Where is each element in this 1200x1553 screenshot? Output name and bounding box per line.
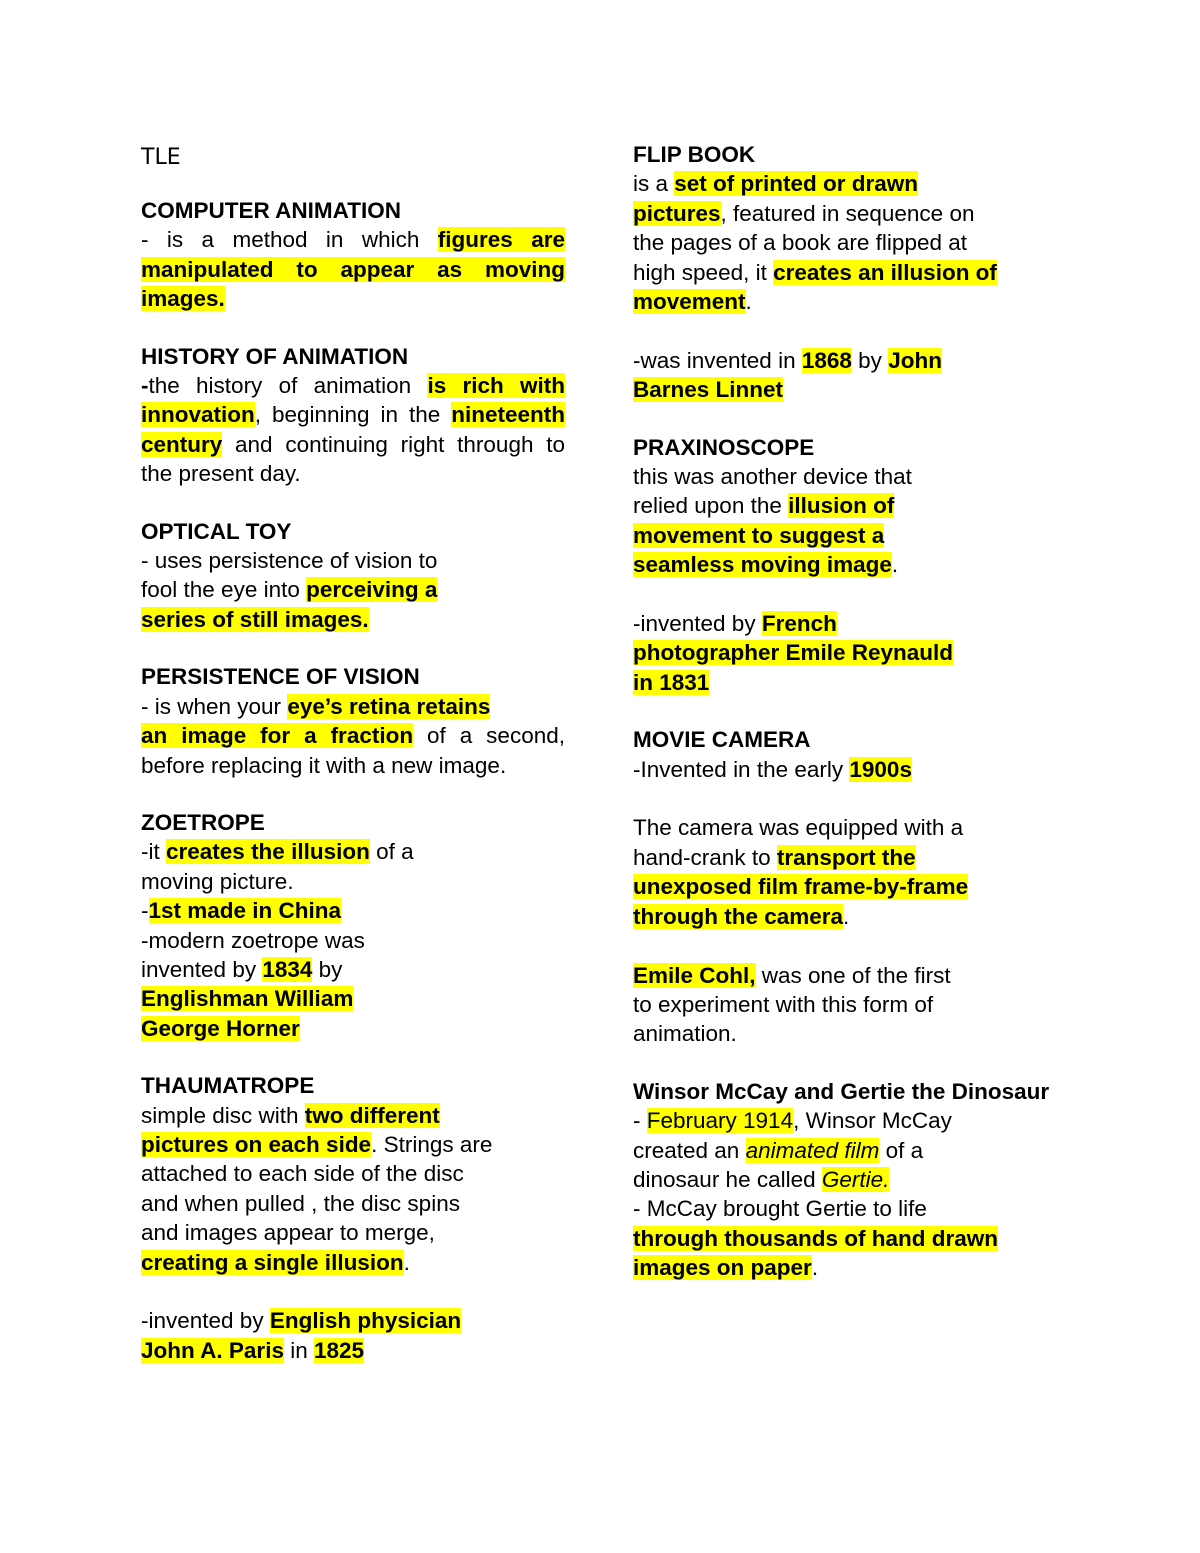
heading-thaumatrope: THAUMATROPE bbox=[141, 1073, 315, 1099]
heading-history: HISTORY OF ANIMATION bbox=[141, 343, 409, 369]
persistence-line1 bbox=[141, 692, 565, 721]
thaumatrope-line1 bbox=[141, 1101, 565, 1130]
persistence-line3: before replacing it with a new image. bbox=[141, 752, 507, 778]
highlight: creates an illusion of bbox=[773, 259, 997, 285]
section-computer-animation bbox=[141, 196, 565, 314]
highlight: pictures bbox=[633, 200, 721, 226]
thaumatrope-line7 bbox=[141, 1306, 565, 1335]
highlight: Englishman William bbox=[141, 986, 354, 1012]
highlight: movement bbox=[633, 289, 746, 315]
text-span: high speed, it bbox=[633, 259, 774, 285]
optical-toy-line3 bbox=[141, 605, 565, 634]
text-span: is a bbox=[633, 171, 675, 197]
heading-optical-toy: OPTICAL TOY bbox=[141, 518, 292, 544]
praxinoscope-line7 bbox=[633, 668, 1055, 697]
text-span: hand-crank to bbox=[633, 844, 777, 870]
text-span: by bbox=[851, 347, 889, 373]
highlight: photographer Emile Reynauld bbox=[633, 640, 954, 666]
highlight: George Horner bbox=[141, 1015, 300, 1041]
text-span: simple disc with bbox=[141, 1102, 305, 1128]
highlight: figures are manipulated to appear as moving images. bbox=[141, 227, 565, 312]
persistence-line2 bbox=[141, 721, 565, 750]
flip-book-line4 bbox=[633, 258, 1055, 287]
highlight: Barnes Linnet bbox=[633, 377, 784, 403]
text-span: . bbox=[843, 903, 850, 929]
highlight: through thousands of hand drawn bbox=[633, 1225, 998, 1251]
thaumatrope-line4: and when pulled , the disc spins bbox=[141, 1190, 460, 1216]
zoetrope-line2: moving picture. bbox=[141, 868, 294, 894]
highlight: two different bbox=[304, 1102, 440, 1128]
flip-book-line6 bbox=[633, 346, 1055, 375]
text-span: dinosaur he called bbox=[633, 1166, 822, 1192]
zoetrope-line4: -modern zoetrope was bbox=[141, 927, 365, 953]
text-span: fool the eye into bbox=[141, 577, 307, 603]
movie-camera-line5 bbox=[633, 902, 1055, 931]
praxinoscope-line1: this was another device that bbox=[633, 464, 912, 490]
text-span: . Strings are bbox=[371, 1131, 493, 1157]
highlight: through the camera bbox=[633, 903, 844, 929]
highlight: English physician bbox=[269, 1308, 462, 1334]
heading-flip-book: FLIP BOOK bbox=[633, 142, 756, 167]
movie-camera-line8: animation. bbox=[633, 1021, 737, 1047]
text-span: - bbox=[141, 373, 149, 399]
winsor-line4: - McCay brought Gertie to life bbox=[633, 1196, 927, 1222]
praxinoscope-line5 bbox=[633, 609, 1055, 638]
highlight: is rich with innovation bbox=[141, 373, 565, 428]
text-span: and continuing right through to the present day. bbox=[141, 431, 565, 487]
highlight: animated film bbox=[745, 1137, 880, 1163]
highlight: perceiving a bbox=[306, 577, 438, 603]
text-span: -Invented in the early bbox=[633, 756, 850, 782]
highlight: 1st made in China bbox=[148, 898, 342, 924]
highlight: 1834 bbox=[262, 956, 313, 982]
movie-camera-line4 bbox=[633, 872, 1055, 901]
heading-persistence: PERSISTENCE OF VISION bbox=[141, 664, 420, 690]
document-title: TLE bbox=[141, 145, 181, 170]
praxinoscope-line2 bbox=[633, 491, 1055, 520]
heading-winsor: Winsor McCay and Gertie the Dinosaur bbox=[633, 1078, 1050, 1104]
zoetrope-line5 bbox=[141, 955, 565, 984]
text-span: . bbox=[811, 1255, 819, 1281]
highlight: 1868 bbox=[801, 347, 852, 373]
highlight: February 1914 bbox=[646, 1108, 794, 1134]
highlight: nineteenth century bbox=[141, 402, 565, 457]
text-span: -invented by bbox=[633, 611, 762, 637]
text-span: relied upon the bbox=[633, 493, 789, 519]
text-span: , featured in sequence on bbox=[720, 200, 975, 226]
text-span: -invented by bbox=[141, 1308, 270, 1334]
text-span: of a second, bbox=[413, 723, 565, 749]
thaumatrope-line5: and images appear to merge, bbox=[141, 1220, 435, 1246]
text-span: , beginning in the bbox=[254, 402, 452, 428]
left-column bbox=[141, 140, 565, 1393]
text-span: the history of animation bbox=[148, 373, 428, 399]
computer-animation-text bbox=[141, 225, 565, 313]
text-span: was one of the first bbox=[755, 962, 951, 988]
zoetrope-line3 bbox=[141, 896, 565, 925]
highlight: transport the bbox=[776, 844, 916, 870]
highlight: illusion of bbox=[788, 493, 895, 519]
section-thaumatrope bbox=[141, 1071, 565, 1365]
section-persistence bbox=[141, 662, 565, 780]
movie-camera-line7: to experiment with this form of bbox=[633, 991, 934, 1017]
movie-camera-line2: The camera was equipped with a bbox=[633, 815, 964, 841]
highlight: 1900s bbox=[849, 756, 912, 782]
text-span: - bbox=[141, 898, 149, 924]
heading-zoetrope: ZOETROPE bbox=[141, 809, 265, 835]
highlight: John A. Paris bbox=[141, 1337, 284, 1363]
highlight: John bbox=[888, 347, 942, 373]
movie-camera-line1 bbox=[633, 755, 1055, 784]
highlight: in 1831 bbox=[633, 669, 710, 695]
highlight: French bbox=[761, 611, 837, 637]
winsor-line2 bbox=[633, 1136, 1055, 1165]
winsor-line6 bbox=[633, 1253, 1055, 1282]
text-span: by bbox=[312, 956, 343, 982]
thaumatrope-line8 bbox=[141, 1336, 565, 1365]
text-span: - bbox=[633, 1108, 647, 1134]
thaumatrope-line6 bbox=[141, 1248, 565, 1277]
praxinoscope-line4 bbox=[633, 550, 1055, 579]
winsor-line5 bbox=[633, 1224, 1055, 1253]
highlight: Emile Cohl, bbox=[633, 962, 756, 988]
highlight: creates the illusion bbox=[166, 839, 370, 865]
section-movie-camera bbox=[633, 725, 1055, 1048]
text-span: . bbox=[403, 1249, 410, 1275]
highlight: images on paper bbox=[633, 1255, 812, 1281]
text-span: of a bbox=[879, 1137, 924, 1163]
highlight: Gertie. bbox=[821, 1166, 890, 1192]
winsor-line3 bbox=[633, 1165, 1055, 1194]
section-flip-book bbox=[633, 140, 1055, 405]
text-span: . bbox=[745, 289, 752, 315]
flip-book-line1 bbox=[633, 169, 1055, 198]
text-span: - is a method in which bbox=[141, 227, 438, 253]
highlight: creating a single illusion bbox=[141, 1249, 404, 1275]
highlight: unexposed film frame-by-frame bbox=[633, 874, 969, 900]
praxinoscope-line3 bbox=[633, 521, 1055, 550]
section-history bbox=[141, 342, 565, 489]
text-span: , Winsor McCay bbox=[793, 1108, 952, 1134]
flip-book-line7 bbox=[633, 375, 1055, 404]
flip-book-line5 bbox=[633, 287, 1055, 316]
praxinoscope-line6 bbox=[633, 638, 1055, 667]
highlight: seamless moving image bbox=[633, 552, 892, 578]
zoetrope-line6 bbox=[141, 984, 565, 1013]
zoetrope-line1 bbox=[141, 837, 565, 866]
highlight: pictures on each side bbox=[141, 1131, 372, 1157]
highlight: 1825 bbox=[313, 1337, 365, 1363]
zoetrope-line7 bbox=[141, 1014, 565, 1043]
text-span: - is when your bbox=[141, 693, 288, 719]
movie-camera-line3 bbox=[633, 843, 1055, 872]
text-span: created an bbox=[633, 1137, 746, 1163]
optical-toy-line2 bbox=[141, 575, 565, 604]
heading-movie-camera: MOVIE CAMERA bbox=[633, 727, 811, 753]
section-optical-toy bbox=[141, 517, 565, 635]
thaumatrope-line2 bbox=[141, 1130, 565, 1159]
winsor-line1 bbox=[633, 1106, 1055, 1135]
highlight: set of printed or drawn bbox=[674, 171, 919, 197]
section-praxinoscope bbox=[633, 433, 1055, 698]
heading-computer-animation: COMPUTER ANIMATION bbox=[141, 198, 401, 223]
heading-praxinoscope: PRAXINOSCOPE bbox=[633, 434, 815, 460]
text-span: of a bbox=[369, 839, 414, 865]
text-span: -it bbox=[141, 839, 166, 865]
flip-book-line3: the pages of a book are flipped at bbox=[633, 230, 967, 256]
section-winsor bbox=[633, 1077, 1055, 1283]
highlight: eye’s retina retains bbox=[287, 693, 491, 719]
section-zoetrope bbox=[141, 808, 565, 1043]
text-span: invented by bbox=[141, 956, 263, 982]
movie-camera-line6 bbox=[633, 961, 1055, 990]
flip-book-line2 bbox=[633, 199, 1055, 228]
history-text bbox=[141, 371, 565, 489]
right-column bbox=[633, 140, 1055, 1311]
highlight: series of still images. bbox=[141, 606, 369, 632]
thaumatrope-line3: attached to each side of the disc bbox=[141, 1161, 464, 1187]
highlight: movement to suggest a bbox=[633, 522, 885, 548]
optical-toy-line1: - uses persistence of vision to bbox=[141, 548, 438, 574]
text-span: . bbox=[891, 552, 899, 578]
text-span: -was invented in bbox=[633, 347, 802, 373]
text-span: in bbox=[283, 1337, 314, 1363]
highlight: an image for a fraction bbox=[141, 723, 414, 749]
